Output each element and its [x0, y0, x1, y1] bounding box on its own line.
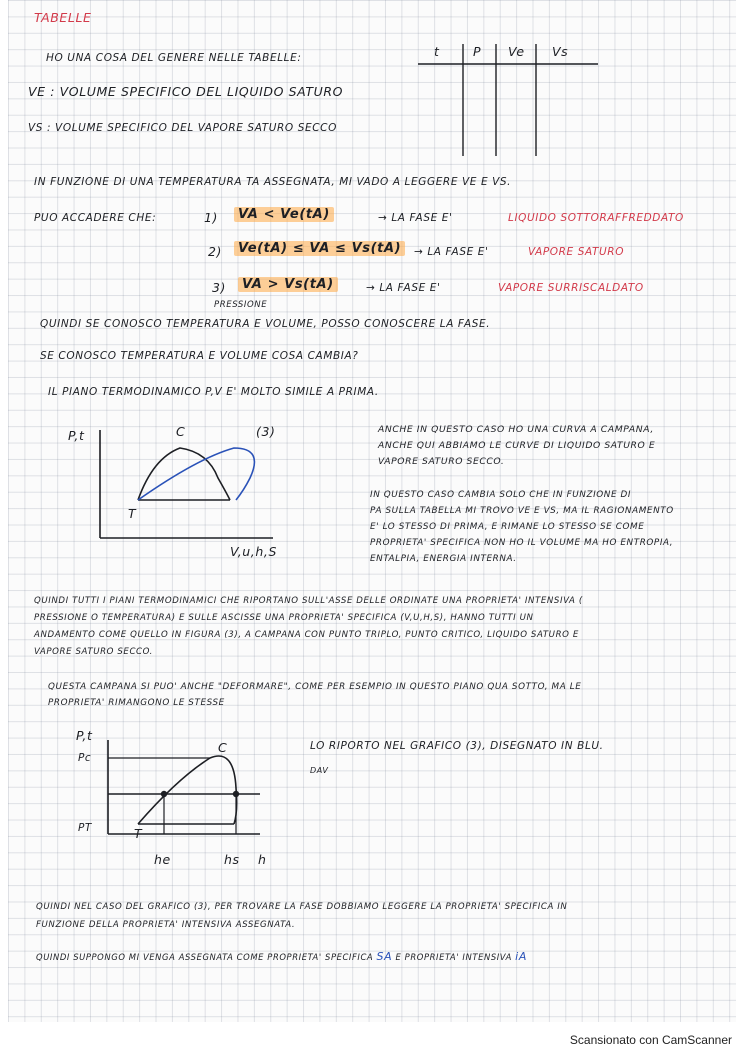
right-para-2-line-1: IN QUESTO CASO CAMBIA SOLO CHE IN FUNZIONE DI: [370, 490, 632, 500]
case-2-condition: Ve(tA) ≤ VA ≤ Vs(tA): [234, 241, 405, 256]
case-3-phase: VAPORE SURRISCALDATO: [498, 282, 644, 294]
quindi-line-1: QUINDI SE CONOSCO TEMPERATURA E VOLUME, POSSO CONOSCERE LA FASE.: [40, 318, 491, 330]
graph-2-pt: PT: [78, 822, 92, 834]
function-line: IN FUNZIONE DI UNA TEMPERATURA TA ASSEGNATA, MI VADO A LEGGERE VE E VS.: [34, 176, 512, 188]
deformed-dome-curve: [138, 756, 237, 824]
table-header-ve: Ve: [508, 44, 525, 59]
summary-line-2: PRESSIONE O TEMPERATURA) E SULLE ASCISSE UNA PROPRIETA' SPECIFICA (V,U,H,S), HANNO TUTTI UN: [34, 613, 534, 623]
case-2-phase: VAPORE SATURO: [528, 246, 625, 258]
notebook-page: [8, 0, 736, 1022]
deform-line-2: PROPRIETA' RIMANGONO LE STESSE: [48, 698, 225, 708]
graph-2-y-label: P,t: [76, 728, 93, 743]
blue-dome-curve: [138, 448, 254, 500]
cases-intro: PUO ACCADERE CHE:: [34, 212, 157, 224]
graph-1-point-t: T: [128, 506, 137, 521]
definition-ve: VE : VOLUME SPECIFICO DEL LIQUIDO SATURO: [28, 84, 344, 99]
case-1-number: 1): [204, 210, 219, 225]
scanner-footer: Scansionato con CamScanner: [569, 1033, 732, 1047]
intro-line: HO UNA COSA DEL GENERE NELLE TABELLE:: [46, 52, 302, 64]
saturation-dome-curve: [138, 448, 230, 500]
bottom-line-2: FUNZIONE DELLA PROPRIETA' INTENSIVA ASSEGNATA.: [36, 920, 296, 930]
graph-2-point-c: C: [218, 740, 228, 755]
graph-2: [88, 728, 268, 858]
right-para-2-line-2: PA SULLA TABELLA MI TROVO VE E VS, MA IL RAGIONAMENTO: [370, 506, 674, 516]
graph-1-note-3: (3): [256, 424, 276, 439]
right-para-2-line-4: PROPRIETA' SPECIFICA NON HO IL VOLUME MA HO ENTROPIA,: [370, 538, 674, 548]
bottom-line-3: [36, 950, 527, 963]
deform-line-1: QUESTA CAMPANA SI PUO' ANCHE "DEFORMARE", COME PER ESEMPIO IN QUESTO PIANO QUA SOTTO, MA LE: [48, 682, 582, 692]
graph-2-hs: hs: [224, 852, 240, 867]
graph-2-h: h: [258, 852, 267, 867]
graph-1-x-label: V,u,h,S: [230, 544, 278, 559]
right-para-2-line-3: E' LO STESSO DI PRIMA, E RIMANE LO STESSO SE COME: [370, 522, 645, 532]
table-header-vs: Vs: [552, 44, 569, 59]
pressure-note: PRESSIONE: [214, 300, 268, 310]
graph-2-pc: Pc: [78, 752, 92, 764]
case-1-phase: LIQUIDO SOTTORAFFREDDATO: [508, 212, 684, 224]
case-1-condition: VA < Ve(tA): [234, 207, 334, 222]
graph-1: [58, 418, 308, 558]
intensive-property-ia: iA: [515, 950, 527, 963]
graph-2-he: he: [154, 852, 171, 867]
question-line: SE CONOSCO TEMPERATURA E VOLUME COSA CAMBIA?: [40, 350, 359, 362]
right-para-1-line-1: ANCHE IN QUESTO CASO HO UNA CURVA A CAMPANA,: [378, 424, 654, 435]
piano-line: IL PIANO TERMODINAMICO P,V E' MOLTO SIMILE A PRIMA.: [48, 386, 379, 398]
table-header-t: t: [434, 44, 440, 59]
graph-1-point-c: C: [176, 424, 186, 439]
right-para-1-line-2: ANCHE QUI ABBIAMO LE CURVE DI LIQUIDO SATURO E: [378, 440, 656, 451]
graph-2-point-t: T: [134, 826, 143, 841]
bottom-line-3-prefix: QUINDI SUPPONGO MI VENGA ASSEGNATA COME PROPRIETA' SPECIFICA: [36, 952, 374, 962]
table-header-p: P: [473, 44, 482, 59]
page-title: TABELLE: [34, 10, 92, 25]
bottom-line-3-mid: E PROPRIETA' INTENSIVA: [395, 952, 512, 962]
graph-2-note: LO RIPORTO NEL GRAFICO (3), DISEGNATO IN BLU.: [310, 740, 604, 752]
right-para-2-line-5: ENTALPIA, ENERGIA INTERNA.: [370, 554, 517, 564]
case-3-arrow: → LA FASE E': [366, 282, 441, 294]
case-2-number: 2): [208, 244, 223, 259]
summary-line-4: VAPORE SATURO SECCO.: [34, 647, 154, 657]
case-1-arrow: → LA FASE E': [378, 212, 453, 224]
case-2-arrow: → LA FASE E': [414, 246, 489, 258]
definition-vs: VS : VOLUME SPECIFICO DEL VAPORE SATURO SECCO: [28, 122, 337, 134]
graph-1-y-label: P,t: [68, 428, 85, 443]
right-para-1-line-3: VAPORE SATURO SECCO.: [378, 456, 505, 467]
specific-property-sa: SA: [376, 950, 393, 963]
case-3-number: 3): [212, 280, 227, 295]
graph-2-note-2: DAV: [310, 766, 329, 775]
summary-line-3: ANDAMENTO COME QUELLO IN FIGURA (3), A CAMPANA CON PUNTO TRIPLO, PUNTO CRITICO, LIQUIDO SATURO E: [34, 630, 579, 640]
case-3-condition: VA > Vs(tA): [238, 277, 338, 292]
bottom-line-1: QUINDI NEL CASO DEL GRAFICO (3), PER TROVARE LA FASE DOBBIAMO LEGGERE LA PROPRIETA' SPECIFICA IN: [36, 902, 568, 912]
summary-line-1: QUINDI TUTTI I PIANI TERMODINAMICI CHE RIPORTANO SULL'ASSE DELLE ORDINATE UNA PROPRIETA' INTENSIVA (: [34, 596, 583, 606]
